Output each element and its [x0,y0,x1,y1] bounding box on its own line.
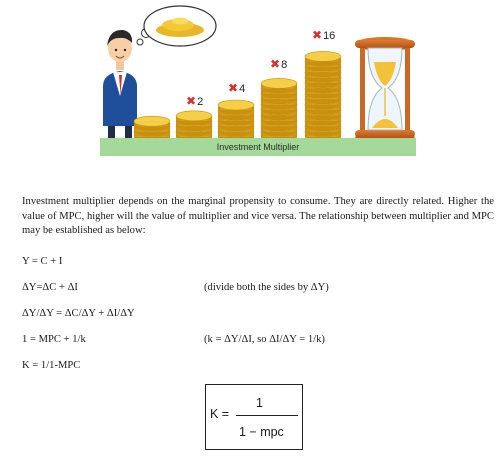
cross-icon: ✖ [312,28,323,42]
investment-multiplier-banner: Investment Multiplier [100,138,416,156]
equation-5: K = 1/1-MPC [22,360,81,371]
hourglass-icon [355,37,415,145]
cross-icon: ✖ [270,57,281,71]
coin-stack [261,78,297,142]
coin-stack [305,51,341,142]
fraction-bar [236,415,298,416]
equation-4-note: (k = ΔY/ΔI, so ΔI/ΔY = 1/k) [204,334,325,345]
multiplier-label-16: ✖16 [312,28,336,42]
formula-denominator: 1 − mpc [239,425,284,439]
cross-icon: ✖ [186,94,197,108]
equation-2-note: (divide both the sides by ΔY) [204,282,329,293]
equation-1: Y = C + I [22,256,63,267]
equation-3: ΔY/ΔY = ΔC/ΔY + ΔI/ΔY [22,308,135,319]
multiplier-label-2: ✖2 [186,94,204,108]
equation-4: 1 = MPC + 1/k [22,334,86,345]
businessman-icon [103,30,137,145]
multiplier-label-4: ✖4 [228,81,246,95]
body-paragraph: Investment multiplier depends on the marginal propensity to consume. They are directly related. Higher the value of MPC, higher will the value of multiplier and vice versa. The relationship between multiplier and MPC may be established as below: [22,196,494,237]
equation-2: ΔY=ΔC + ΔI [22,282,78,293]
multiplier-formula-box [205,384,303,450]
coin-stacks [134,51,341,142]
multiplier-label-8: ✖8 [270,57,288,71]
cross-icon: ✖ [228,81,239,95]
coin-stack [218,100,254,142]
formula-numerator: 1 [256,396,263,410]
thought-bubble-icon [137,6,216,46]
formula-lhs: K = [210,407,230,421]
